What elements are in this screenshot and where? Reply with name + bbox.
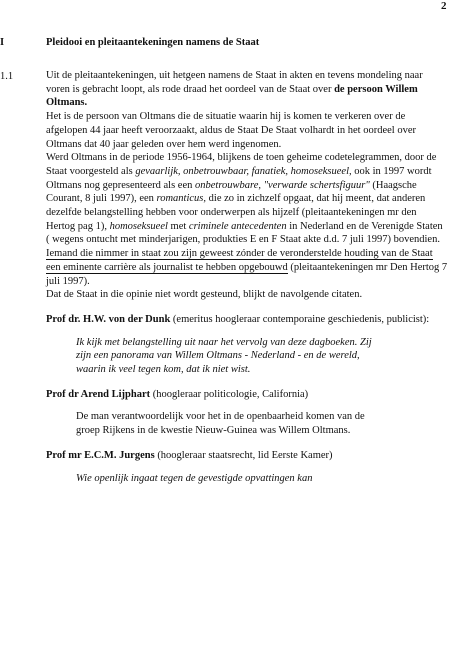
text-segment: in Nederland en de Verenigde Staten ( wegens ontucht met minderjarigen, produkties E en F Staat akte d.d. 7 juli 1997) bovendien. bbox=[46, 220, 443, 246]
heading-title: Pleidooi en pleitaantekeningen namens de Staat bbox=[46, 37, 260, 48]
italic-segment: gevaarlijk, onbetrouwbaar, fanatiek, homoseksueel, bbox=[135, 165, 352, 177]
document-body bbox=[46, 69, 448, 485]
heading-number: I bbox=[0, 37, 5, 48]
prof-citation-2 bbox=[46, 388, 448, 402]
prof-quote-2: De man verantwoordelijk voor het in de openbaarheid komen van de groep Rijkens in de kwestie Nieuw-Guinea was Willem Oltmans. bbox=[76, 411, 365, 437]
section-number: 1.1 bbox=[0, 71, 14, 82]
italic-segment: homoseksueel bbox=[109, 220, 168, 232]
paragraph-conclusion: Dat de Staat in die opinie niet wordt gesteund, blijkt de navolgende citaten. bbox=[46, 289, 363, 301]
underlined-sentence: Iemand die nimmer in staat zou zijn geweest zónder de veronderstelde houding van de Staat een eminente carrière als journalist te hebben opgebouwd bbox=[46, 248, 433, 273]
prof-quote-3: Wie openlijk ingaat tegen de gevestigde opvattingen kan bbox=[76, 472, 313, 484]
italic-segment: criminele antecedenten bbox=[188, 220, 287, 232]
italic-segment: onbetrouwbare, "verwarde schertsfiguur" bbox=[195, 179, 370, 191]
intro-bold: de persoon Willem Oltmans. bbox=[46, 83, 418, 109]
paragraph-persoon: Het is de persoon van Oltmans die de situatie waarin hij is komen te verkeren over de afgelopen 44 jaar heeft veroorzaakt, aldus de Staat De Staat volhardt in het oordeel over Oltmans dat 40 jaar geleden over hem werd ingenomen. bbox=[46, 111, 416, 150]
italic-segment: romanticus, bbox=[156, 193, 207, 205]
prof-description: (hoogleraar staatsrecht, lid Eerste Kamer) bbox=[154, 449, 333, 461]
prof-citation-1 bbox=[46, 313, 448, 327]
text-segment: (Haagsche Courant, 8 juli 1997), een bbox=[46, 179, 417, 205]
paragraph-intro bbox=[46, 69, 448, 110]
text-segment: die zo in zichzelf opgaat, dat hij meent, dat anderen dezelfde belangstelling hebben voor onderwerpen als hijzelf (pleitaantekeningen mr den Hertog pag 1), bbox=[46, 193, 426, 232]
text-segment: met bbox=[167, 220, 189, 232]
prof-quote-1: Ik kijk met belangstelling uit naar het vervolg van deze dagboeken. Zij zijn een panorama van Willem Oltmans - Nederland - en de wereld, waarin ik veel tegen kom, dat ik niet wist. bbox=[76, 336, 372, 376]
prof-description: (hoogleraar politicologie, California) bbox=[150, 388, 309, 400]
page-number: 2 bbox=[441, 0, 447, 12]
prof-citation-3 bbox=[46, 449, 448, 463]
prof-description: (emeritus hoogleraar contemporaine geschiedenis, publicist): bbox=[170, 313, 430, 325]
prof-name: Prof mr E.C.M. Jurgens bbox=[46, 449, 155, 461]
paragraph-oltmans bbox=[46, 151, 448, 288]
prof-name: Prof dr. H.W. von der Dunk bbox=[46, 313, 171, 325]
intro-text: Uit de pleitaantekeningen, uit hetgeen namens de Staat in akten en tevens mondeling naar voren is gebracht loopt, als rode draad het oordeel van de Staat over bbox=[46, 70, 423, 95]
text-segment: ook in 1997 wordt Oltmans nog gepresenteerd als een bbox=[46, 165, 432, 191]
text-segment: (pleitaantekeningen mr Den Hertog 7 juli 1997). bbox=[46, 261, 448, 287]
text-segment: Werd Oltmans in de periode 1956-1964, blijkens de toen geheime codetelegrammen, door de Staat voorgesteld als bbox=[46, 152, 437, 177]
prof-name: Prof dr Arend Lijphart bbox=[46, 388, 151, 400]
